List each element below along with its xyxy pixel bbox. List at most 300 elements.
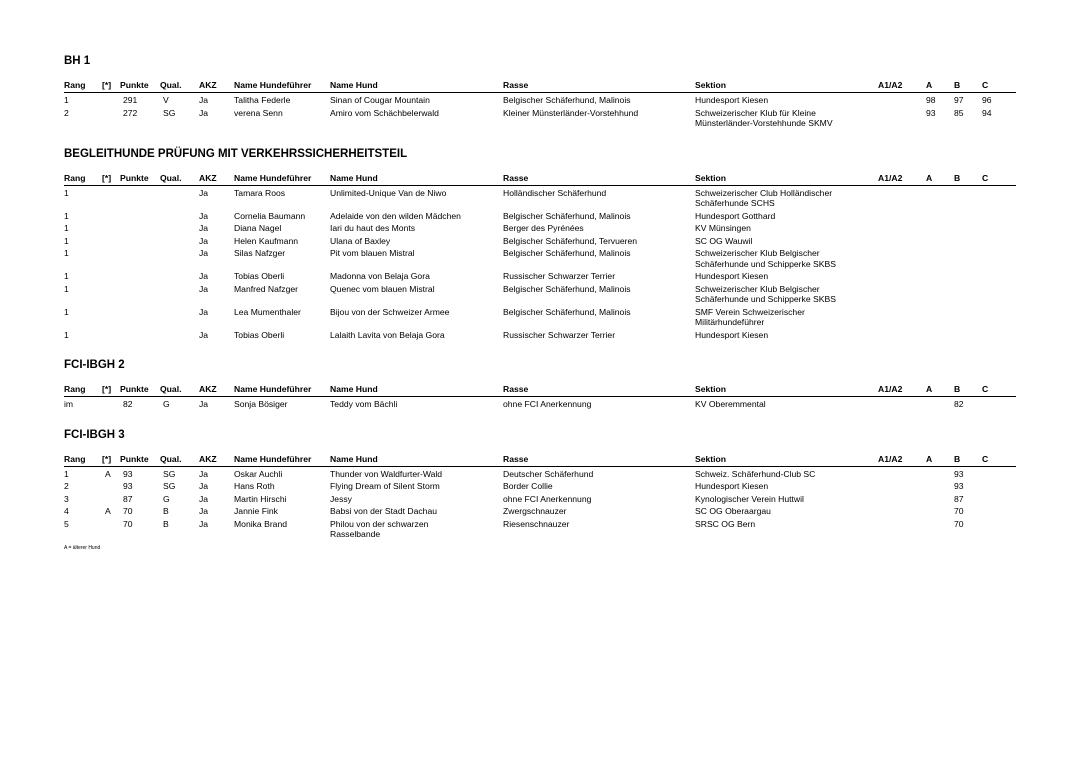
column-header: Sektion <box>695 78 878 93</box>
cell-hund: Adelaide von den wilden Mädchen <box>330 210 461 221</box>
cell-a <box>926 185 954 209</box>
cell-punkte <box>120 185 160 209</box>
column-header: Qual. <box>160 382 199 397</box>
column-header: AKZ <box>199 171 234 186</box>
column-header: A <box>926 78 954 93</box>
cell-qual: G <box>163 399 170 409</box>
column-header: Rang <box>64 452 102 467</box>
table-row <box>64 282 1016 305</box>
column-header: [*] <box>102 382 120 397</box>
cell-c: 96 <box>982 95 992 105</box>
cell-a: 98 <box>926 95 936 105</box>
cell-fuehrer: Tamara Roos <box>234 187 286 198</box>
table-row <box>64 479 1016 492</box>
column-header: A <box>926 452 954 467</box>
cell-akz: Ja <box>199 306 209 317</box>
cell-rang: 1 <box>64 271 69 281</box>
cell-rang: 2 <box>64 481 69 491</box>
cell-c <box>982 221 1016 234</box>
cell-a <box>926 328 954 341</box>
cell-hund: Bijou von der Schweizer Armee <box>330 306 450 317</box>
cell-a <box>926 221 954 234</box>
cell-qual <box>160 185 199 209</box>
cell-star <box>102 397 120 410</box>
cell-sektion: Hundesport Kiesen <box>695 329 769 340</box>
cell-c <box>982 185 1016 209</box>
column-header: Rang <box>64 78 102 93</box>
cell-sektion: Hundesport Kiesen <box>695 271 769 281</box>
results-table <box>64 382 1016 410</box>
column-header: A <box>926 382 954 397</box>
cell-hund: Teddy vom Bächli <box>330 399 398 409</box>
cell-fuehrer: Martin Hirschi <box>234 493 287 504</box>
cell-rasse: Riesenschnauzer <box>503 518 570 529</box>
cell-akz: Ja <box>199 506 209 516</box>
column-header: C <box>982 382 1016 397</box>
cell-qual: SG <box>163 481 176 491</box>
column-header: Qual. <box>160 452 199 467</box>
cell-hund: Ulana of Baxley <box>330 235 391 246</box>
cell-c <box>982 269 1016 282</box>
cell-punkte <box>120 328 160 341</box>
cell-b: 70 <box>954 506 964 516</box>
cell-a1a2 <box>878 282 926 305</box>
cell-rang: 1 <box>64 223 69 233</box>
cell-star <box>102 517 120 540</box>
cell-c <box>982 466 1016 479</box>
cell-rang: 1 <box>64 306 69 317</box>
table-row <box>64 492 1016 505</box>
cell-a <box>926 517 954 540</box>
cell-b <box>954 269 982 282</box>
table-header-row <box>64 382 1016 397</box>
cell-a1a2 <box>878 305 926 328</box>
cell-rang: 1 <box>64 210 69 221</box>
section-title: FCI-IBGH 2 <box>64 359 125 371</box>
cell-a: 93 <box>926 107 936 118</box>
cell-qual: SG <box>163 468 176 479</box>
cell-sektion: Schweiz. Schäferhund-Club SC <box>695 468 816 479</box>
cell-hund: Flying Dream of Silent Storm <box>330 481 440 491</box>
column-header: Name Hund <box>330 78 503 93</box>
column-header: Rang <box>64 171 102 186</box>
cell-star <box>102 93 120 106</box>
cell-hund: Babsi von der Stadt Dachau <box>330 506 438 516</box>
cell-b: 93 <box>954 481 964 491</box>
cell-hund: Amiro vom Schächbelerwald <box>330 107 439 118</box>
cell-punkte: 93 <box>123 468 133 479</box>
cell-a1a2 <box>878 269 926 282</box>
cell-b <box>954 209 982 222</box>
cell-rasse: Zwergschnauzer <box>503 506 567 516</box>
table-row <box>64 466 1016 479</box>
cell-a <box>926 269 954 282</box>
column-header: AKZ <box>199 452 234 467</box>
cell-a <box>926 492 954 505</box>
cell-rasse: Kleiner Münsterländer-Vorstehhund <box>503 107 639 118</box>
cell-star <box>102 185 120 209</box>
cell-rasse: Belgischer Schäferhund, Malinois <box>503 283 631 294</box>
results-table <box>64 452 1016 540</box>
cell-c <box>982 234 1016 247</box>
cell-a1a2 <box>878 517 926 540</box>
cell-a1a2 <box>878 246 926 269</box>
cell-a <box>926 282 954 305</box>
cell-fuehrer: Lea Mumenthaler <box>234 306 301 317</box>
column-header: Rasse <box>503 452 695 467</box>
cell-rasse: Holländischer Schäferhund <box>503 187 607 198</box>
column-header: Qual. <box>160 78 199 93</box>
cell-akz: Ja <box>199 468 209 479</box>
cell-fuehrer: Jannie Fink <box>234 506 278 516</box>
cell-punkte: 291 <box>123 95 138 105</box>
cell-punkte: 70 <box>123 518 133 529</box>
column-header: Sektion <box>695 171 878 186</box>
cell-c <box>982 305 1016 328</box>
cell-sektion: KV Oberemmental <box>695 399 766 409</box>
column-header: Sektion <box>695 452 878 467</box>
cell-c <box>982 328 1016 341</box>
column-header: Rasse <box>503 78 695 93</box>
cell-fuehrer: Cornelia Baumann <box>234 210 306 221</box>
cell-rang: 1 <box>64 468 69 479</box>
cell-a1a2 <box>878 185 926 209</box>
cell-a <box>926 397 954 410</box>
cell-sektion: Kynologischer Verein Huttwil <box>695 493 804 504</box>
cell-akz: Ja <box>199 518 209 529</box>
cell-star <box>102 328 120 341</box>
column-header: AKZ <box>199 382 234 397</box>
cell-a1a2 <box>878 466 926 479</box>
cell-c <box>982 209 1016 222</box>
column-header: Name Hundeführer <box>234 382 330 397</box>
cell-star <box>102 479 120 492</box>
column-header: [*] <box>102 452 120 467</box>
cell-qual <box>160 328 199 341</box>
cell-hund: Pit vom blauen Mistral <box>330 248 415 258</box>
cell-punkte <box>120 305 160 328</box>
cell-rasse: Belgischer Schäferhund, Malinois <box>503 95 631 105</box>
cell-star <box>102 106 120 129</box>
cell-star <box>102 234 120 247</box>
table-row <box>64 234 1016 247</box>
cell-akz: Ja <box>199 235 209 246</box>
cell-a1a2 <box>878 479 926 492</box>
column-header: A1/A2 <box>878 382 926 397</box>
cell-rasse: Berger des Pyrénées <box>503 223 584 233</box>
cell-a1a2 <box>878 397 926 410</box>
column-header: [*] <box>102 171 120 186</box>
cell-fuehrer: Helen Kaufmann <box>234 235 299 246</box>
column-header: Punkte <box>120 78 160 93</box>
cell-a <box>926 305 954 328</box>
column-header: B <box>954 382 982 397</box>
cell-hund: Madonna von Belaja Gora <box>330 271 430 281</box>
cell-star: A <box>105 468 111 479</box>
column-header: [*] <box>102 78 120 93</box>
cell-rang: im <box>64 399 74 409</box>
cell-qual: V <box>163 95 169 105</box>
cell-rang: 2 <box>64 107 69 118</box>
column-header: Rasse <box>503 382 695 397</box>
cell-fuehrer: Monika Brand <box>234 518 288 529</box>
cell-akz: Ja <box>199 493 209 504</box>
table-row <box>64 93 1016 106</box>
cell-fuehrer: Tobias Oberli <box>234 271 285 281</box>
cell-akz: Ja <box>199 283 209 294</box>
cell-qual <box>160 246 199 269</box>
cell-hund: Quenec vom blauen Mistral <box>330 283 435 294</box>
cell-fuehrer: Diana Nagel <box>234 223 282 233</box>
cell-rasse: Border Collie <box>503 481 553 491</box>
cell-b <box>954 234 982 247</box>
section-title: FCI-IBGH 3 <box>64 428 125 441</box>
cell-hund: Jessy <box>330 493 352 504</box>
cell-hund: Sinan of Cougar Mountain <box>330 95 430 105</box>
cell-qual: G <box>163 493 170 504</box>
cell-punkte <box>120 269 160 282</box>
cell-hund: Iari du haut des Monts <box>330 223 416 233</box>
cell-a1a2 <box>878 328 926 341</box>
cell-rang: 4 <box>64 506 69 516</box>
cell-b <box>954 185 982 209</box>
cell-rasse: Belgischer Schäferhund, Malinois <box>503 306 631 317</box>
column-header: AKZ <box>199 78 234 93</box>
results-table <box>64 171 1016 341</box>
cell-akz: Ja <box>199 399 209 409</box>
cell-qual <box>160 221 199 234</box>
column-header: A <box>926 171 954 186</box>
column-header: Punkte <box>120 382 160 397</box>
cell-fuehrer: Manfred Nafzger <box>234 283 299 294</box>
cell-qual <box>160 282 199 305</box>
cell-akz: Ja <box>199 187 209 198</box>
column-header: Punkte <box>120 171 160 186</box>
cell-c <box>982 492 1016 505</box>
cell-rang: 1 <box>64 187 69 198</box>
cell-sektion: Hundesport Kiesen <box>695 95 769 105</box>
cell-star <box>102 221 120 234</box>
cell-c: 94 <box>982 107 992 118</box>
cell-sektion: Schweizerischer Club Holländischer Schäferhunde SCHS <box>695 187 833 208</box>
cell-rasse: Belgischer Schäferhund, Tervueren <box>503 235 638 246</box>
cell-fuehrer: Sonja Bösiger <box>234 399 288 409</box>
cell-c <box>982 282 1016 305</box>
cell-star <box>102 269 120 282</box>
column-header: Rasse <box>503 171 695 186</box>
cell-akz: Ja <box>199 248 209 258</box>
table-row <box>64 185 1016 209</box>
cell-a1a2 <box>878 504 926 517</box>
cell-rang: 1 <box>64 283 69 294</box>
column-header: C <box>982 78 1016 93</box>
cell-a <box>926 466 954 479</box>
cell-b <box>954 305 982 328</box>
table-header-row <box>64 78 1016 93</box>
cell-rang: 1 <box>64 95 69 105</box>
cell-star <box>102 305 120 328</box>
cell-qual: SG <box>163 107 176 118</box>
cell-fuehrer: Oskar Auchli <box>234 468 283 479</box>
cell-fuehrer: Hans Roth <box>234 481 275 491</box>
cell-b: 70 <box>954 518 964 529</box>
cell-punkte: 87 <box>123 493 133 504</box>
cell-qual <box>160 209 199 222</box>
cell-rasse: Russischer Schwarzer Terrier <box>503 271 616 281</box>
cell-b <box>954 282 982 305</box>
cell-sektion: Hundesport Gotthard <box>695 210 776 221</box>
cell-a1a2 <box>878 221 926 234</box>
cell-sektion: Hundesport Kiesen <box>695 481 769 491</box>
cell-star <box>102 209 120 222</box>
column-header: Name Hund <box>330 171 503 186</box>
cell-a <box>926 234 954 247</box>
table-row <box>64 106 1016 129</box>
cell-b: 97 <box>954 95 964 105</box>
column-header: A1/A2 <box>878 171 926 186</box>
cell-sektion: Schweizerischer Klub Belgischer Schäferhunde und Schipperke SKBS <box>695 283 836 304</box>
cell-fuehrer: Silas Nafzger <box>234 248 286 258</box>
cell-a1a2 <box>878 93 926 106</box>
column-header: Name Hund <box>330 382 503 397</box>
cell-a <box>926 246 954 269</box>
cell-b <box>954 246 982 269</box>
column-header: Sektion <box>695 382 878 397</box>
cell-akz: Ja <box>199 271 209 281</box>
table-row <box>64 517 1016 540</box>
column-header: Rang <box>64 382 102 397</box>
table-row <box>64 246 1016 269</box>
cell-a1a2 <box>878 209 926 222</box>
cell-c <box>982 397 1016 410</box>
column-header: C <box>982 452 1016 467</box>
table-row <box>64 328 1016 341</box>
table-header-row <box>64 452 1016 467</box>
cell-b: 82 <box>954 399 964 409</box>
column-header: A1/A2 <box>878 452 926 467</box>
cell-rang: 1 <box>64 329 69 340</box>
section-title: BH 1 <box>64 55 91 67</box>
cell-qual <box>160 305 199 328</box>
cell-punkte <box>120 282 160 305</box>
cell-rasse: Russischer Schwarzer Terrier <box>503 329 616 340</box>
cell-rasse: Belgischer Schäferhund, Malinois <box>503 248 631 258</box>
column-header: C <box>982 171 1016 186</box>
section-title: BEGLEITHUNDE PRÜFUNG MIT VERKEHRSSICHERHEITSTEIL <box>64 147 408 160</box>
cell-rang: 1 <box>64 248 69 258</box>
cell-a1a2 <box>878 234 926 247</box>
cell-sektion: Schweizerischer Klub für Kleine Münsterländer-Vorstehhunde SKMV <box>695 107 833 128</box>
table-row <box>64 269 1016 282</box>
column-header: B <box>954 171 982 186</box>
cell-fuehrer: Tobias Oberli <box>234 329 285 340</box>
cell-punkte: 272 <box>123 107 138 118</box>
column-header: Qual. <box>160 171 199 186</box>
column-header: Name Hund <box>330 452 503 467</box>
cell-b: 87 <box>954 493 964 504</box>
cell-punkte: 93 <box>123 481 133 491</box>
cell-rasse: ohne FCI Anerkennung <box>503 493 592 504</box>
cell-a1a2 <box>878 106 926 129</box>
cell-qual <box>160 269 199 282</box>
column-header: Punkte <box>120 452 160 467</box>
column-header: Name Hundeführer <box>234 78 330 93</box>
cell-akz: Ja <box>199 95 209 105</box>
cell-c <box>982 246 1016 269</box>
cell-punkte <box>120 246 160 269</box>
table-header-row <box>64 171 1016 186</box>
cell-punkte <box>120 209 160 222</box>
table-row <box>64 397 1016 410</box>
table-row <box>64 504 1016 517</box>
cell-akz: Ja <box>199 329 209 340</box>
cell-sektion: SMF Verein Schweizerischer Militärhundeführer <box>695 306 805 327</box>
results-table <box>64 78 1016 129</box>
cell-a <box>926 209 954 222</box>
cell-b <box>954 221 982 234</box>
column-header: B <box>954 452 982 467</box>
cell-akz: Ja <box>199 107 209 118</box>
cell-punkte: 70 <box>123 506 133 516</box>
cell-akz: Ja <box>199 223 209 233</box>
cell-c <box>982 504 1016 517</box>
column-header: A1/A2 <box>878 78 926 93</box>
cell-rasse: Deutscher Schäferhund <box>503 468 594 479</box>
cell-sektion: SC OG Oberaargau <box>695 506 771 516</box>
cell-b: 93 <box>954 468 964 479</box>
cell-fuehrer: verena Senn <box>234 107 283 118</box>
column-header: Name Hundeführer <box>234 171 330 186</box>
cell-a1a2 <box>878 492 926 505</box>
column-header: Name Hundeführer <box>234 452 330 467</box>
cell-qual: B <box>163 506 169 516</box>
cell-a <box>926 479 954 492</box>
cell-rang: 1 <box>64 235 69 246</box>
table-row <box>64 305 1016 328</box>
cell-hund: Thunder von Waldfurter-Wald <box>330 468 443 479</box>
cell-c <box>982 517 1016 540</box>
cell-star <box>102 246 120 269</box>
cell-star <box>102 492 120 505</box>
results-content <box>64 54 1016 551</box>
cell-qual: B <box>163 518 169 529</box>
cell-punkte <box>120 234 160 247</box>
cell-b: 85 <box>954 107 964 118</box>
column-header: B <box>954 78 982 93</box>
cell-akz: Ja <box>199 210 209 221</box>
cell-hund: Lalaith Lavita von Belaja Gora <box>330 329 445 340</box>
table-row <box>64 209 1016 222</box>
cell-fuehrer: Talitha Federle <box>234 95 291 105</box>
cell-qual <box>160 234 199 247</box>
cell-hund: Unlimited-Unique Van de Niwo <box>330 187 447 198</box>
cell-rang: 3 <box>64 493 69 504</box>
cell-rasse: Belgischer Schäferhund, Malinois <box>503 210 631 221</box>
cell-akz: Ja <box>199 481 209 491</box>
cell-a <box>926 504 954 517</box>
cell-sektion: Schweizerischer Klub Belgischer Schäferhunde und Schipperke SKBS <box>695 248 836 269</box>
table-row <box>64 221 1016 234</box>
cell-sektion: SC OG Wauwil <box>695 235 753 246</box>
cell-star: A <box>105 506 111 516</box>
cell-sektion: KV Münsingen <box>695 223 751 233</box>
cell-punkte <box>120 221 160 234</box>
cell-star <box>102 282 120 305</box>
cell-c <box>982 479 1016 492</box>
cell-sektion: SRSC OG Bern <box>695 518 756 529</box>
cell-punkte: 82 <box>123 399 133 409</box>
cell-hund: Philou von der schwarzen Rasselbande <box>330 518 429 539</box>
